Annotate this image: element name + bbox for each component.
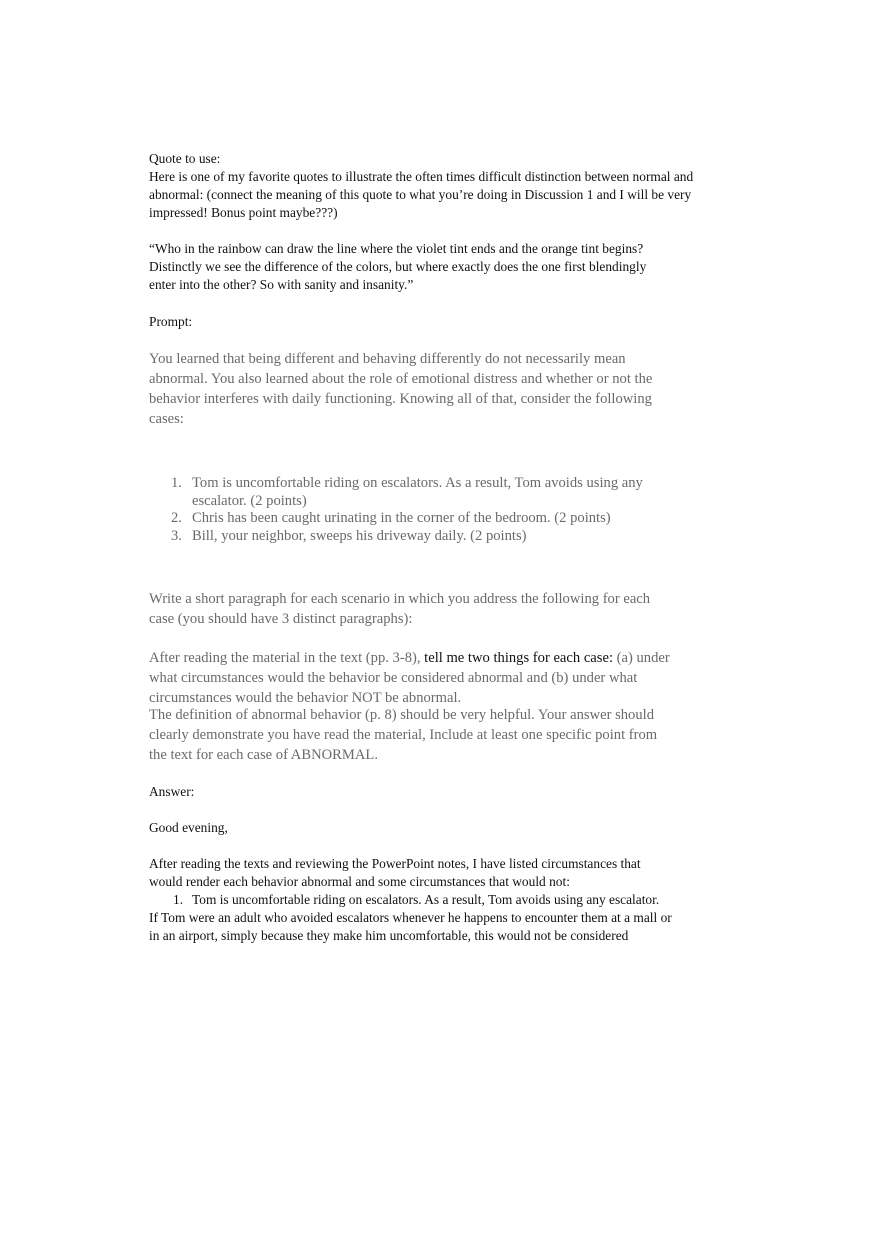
- answer-label: Answer:: [149, 784, 195, 799]
- case-item: [149, 528, 669, 546]
- case-item: [149, 510, 669, 528]
- prompt-label: Prompt:: [149, 314, 193, 329]
- cases-list: [149, 475, 669, 545]
- answer-case-number: 1.: [173, 892, 184, 907]
- answer-case-1-continuation: If Tom were an adult who avoided escalators whenever he happens to encounter them at a mall or in an airport, simply because they make him uncomfortable, this would not be considered: [149, 910, 672, 943]
- quote-intro: Here is one of my favorite quotes to illustrate the often times difficult distinction between normal and abnormal: (connect the meaning of this quote to what you’re doing in Discussion 1 and I will be very impressed! Bonus point maybe???): [149, 169, 694, 220]
- case-number: 1.: [171, 475, 182, 491]
- answer-intro: After reading the texts and reviewing the PowerPoint notes, I have listed circumstances that would render each behavior abnormal and some circumstances that would not:: [149, 856, 641, 889]
- prompt-paragraph: You learned that being different and behaving differently do not necessarily mean abnormal. You also learned about the role of emotional distress and whether or not the behavior interferes with daily functioning. Knowing all of that, consider the following cases:: [149, 351, 653, 427]
- case-item: [149, 475, 669, 510]
- reading-paragraph: [149, 648, 674, 708]
- quote-label: Quote to use:: [149, 151, 221, 166]
- reading-prefix: After reading the material in the text (pp. 3-8),: [149, 650, 425, 666]
- answer-case-1-first-line: [149, 891, 679, 909]
- rainbow-quote: “Who in the rainbow can draw the line where the violet tint ends and the orange tint begins? Distinctly we see the difference of the colors, but where exactly does the one first blendingly enter into the other? So with sanity and insanity.”: [149, 241, 647, 292]
- answer-case-1: [149, 891, 679, 945]
- case-text: Tom is uncomfortable riding on escalators. As a result, Tom avoids using any escalator. (2 points): [192, 475, 643, 509]
- answer-case-1-text: Tom is uncomfortable riding on escalators. As a result, Tom avoids using any escalator.: [192, 892, 660, 907]
- definition-note: The definition of abnormal behavior (p. 8) should be very helpful. Your answer should clearly demonstrate you have read the material, Include at least one specific point from the text for each case of ABNORMAL.: [149, 707, 658, 763]
- case-number: 3.: [171, 527, 182, 544]
- answer-greeting: Good evening,: [149, 820, 228, 835]
- instruction-paragraph: Write a short paragraph for each scenario in which you address the following for each case (you should have 3 distinct paragraphs):: [149, 591, 651, 627]
- reading-emphasis: tell me two things for each case:: [424, 650, 613, 666]
- case-text: Chris has been caught urinating in the corner of the bedroom. (2 points): [192, 510, 611, 526]
- case-number: 2.: [171, 510, 182, 526]
- case-text: Bill, your neighbor, sweeps his driveway daily. (2 points): [192, 527, 527, 544]
- reading-suffix: (a) under what circumstances would the behavior be considered abnormal and (b) under what circumstances would the behavior NOT be abnormal.: [149, 650, 670, 706]
